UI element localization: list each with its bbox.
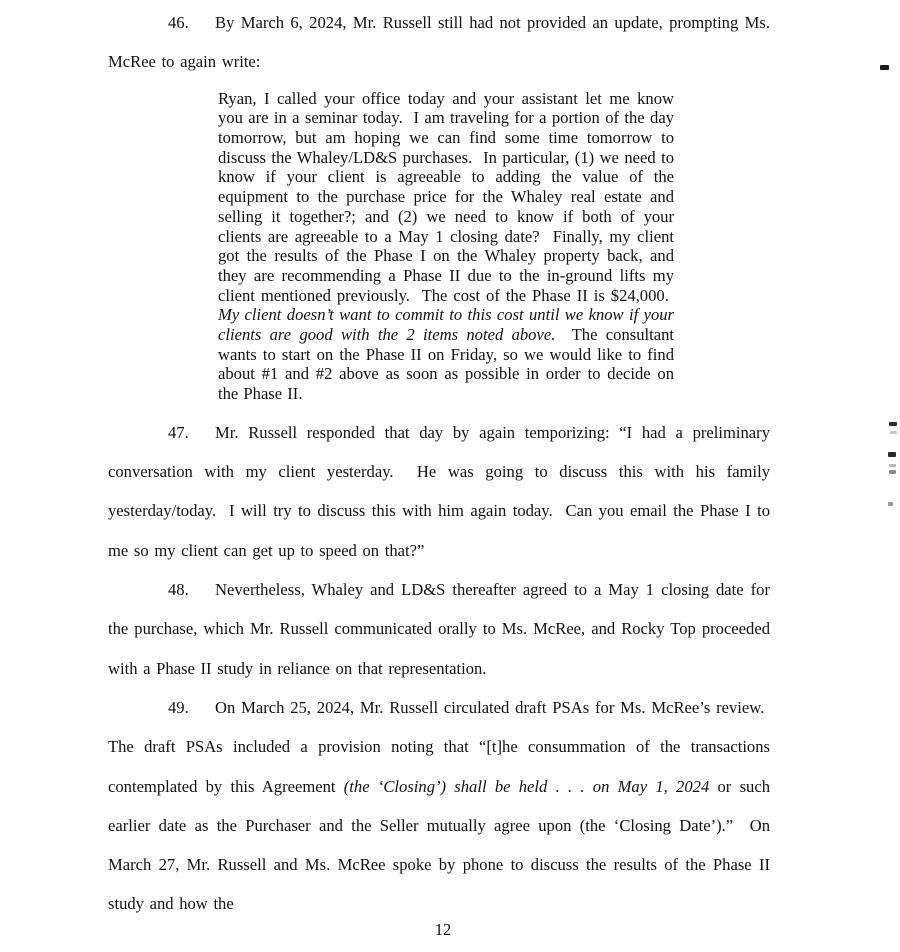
- paragraph-49: [108, 688, 770, 924]
- block-quote: [218, 89, 674, 404]
- scan-artifact: [888, 502, 893, 506]
- page-number: 12: [434, 920, 452, 939]
- paragraph-47-number: 47.: [168, 422, 189, 442]
- paragraph-47-text: Mr. Russell responded that day by again temporizing: “I had a preliminary conversation with my client yesterday. He was going to discuss this with his family yesterday/today. I will try to discuss this with him again today. Can you email the Phase I to me so my client can get up to speed on that?”: [108, 422, 770, 560]
- block-quote-text-roman-2: The consultant wants to start on the Phase II on Friday, so we would like to find about #1 and #2 above as soon as possible in order to decide on the Phase II.: [218, 325, 674, 404]
- paragraph-49-text-roman-1: On March 25, 2024, Mr. Russell circulated draft PSAs for Ms. McRee’s review. The draft PSAs included a provision noting that “[t]he consummation of the transactions contemplated by this Agreement: [108, 697, 770, 796]
- paragraph-48-number: 48.: [168, 580, 189, 600]
- block-quote-text-roman-1: Ryan, I called your office today and your assistant let me know you are in a seminar today. I am traveling for a portion of the day tomorrow, but am hoping we can find some time tomorrow to discuss the Whaley/LD&S purchases. In particular, (1) we need to know if your client is agreeable to adding the value of the equipment to the purchase price for the Whaley real estate and selling it together?; and (2) we need to know if both of your clients are agreeable to a May 1 closing date? Finally, my client got the results of the Phase I on the Whaley property back, and they are recommending a Phase II due to the in-ground lifts my client mentioned previously. The cost of the Phase II is $24,000.: [218, 88, 674, 305]
- paragraph-49-number: 49.: [168, 697, 189, 717]
- paragraph-46-number: 46.: [168, 13, 189, 32]
- scan-artifact: [889, 470, 896, 474]
- paragraph-47: [108, 413, 770, 570]
- scan-artifact: [889, 464, 896, 467]
- paragraph-48: [108, 570, 770, 688]
- scan-artifact: [880, 65, 889, 70]
- paragraph-49-text-italic: (the ‘Closing’) shall be held . . . on May 1, 2024: [343, 776, 710, 796]
- page-content: [108, 3, 770, 924]
- paragraph-46-text: By March 6, 2024, Mr. Russell still had not provided an update, prompting Ms. McRee to again write:: [108, 13, 770, 72]
- block-quote-text-italic: My client doesn’t want to commit to this cost until we know if your clients are good with the 2 items noted above.: [218, 305, 674, 345]
- scan-artifact: [889, 422, 897, 426]
- scan-artifact: [890, 431, 897, 434]
- paragraph-46: [108, 3, 770, 82]
- scan-artifact: [888, 452, 896, 457]
- paragraph-48-text: Nevertheless, Whaley and LD&S thereafter agreed to a May 1 closing date for the purchase, which Mr. Russell communicated orally to Ms. McRee, and Rocky Top proceeded with a Phase II study in reliance on that representation.: [108, 580, 770, 678]
- paragraph-49-text-roman-2: or such earlier date as the Purchaser and the Seller mutually agree upon (the ‘Closing Date’).” On March 27, Mr. Russell and Ms. McRee spoke by phone to discuss the results of the Phase II study and how the: [108, 776, 770, 914]
